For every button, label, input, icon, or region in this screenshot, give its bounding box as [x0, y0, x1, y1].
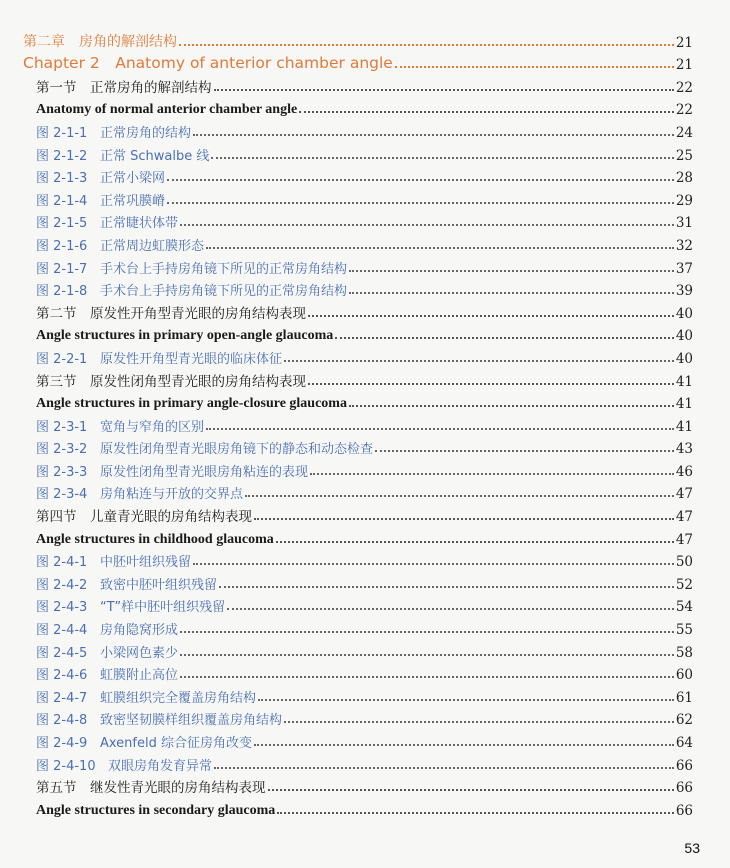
toc-figure[interactable] [0, 277, 730, 300]
entry-title: Angle structures in childhood glaucoma [36, 531, 274, 547]
entry-title: 第一节 正常房角的解剖结构 [36, 79, 212, 96]
dot-leader [299, 111, 674, 113]
toc-figure[interactable] [0, 593, 730, 616]
dot-leader [284, 360, 674, 362]
entry-page: 40 [675, 350, 693, 367]
figure-id: 图 2-1-1 [36, 125, 88, 141]
dot-leader [180, 654, 674, 656]
entry-title: 第五节 继发性青光眼的房角结构表现 [36, 780, 266, 797]
entry-page: 41 [675, 396, 693, 413]
entry-title: Angle structures in secondary glaucoma [36, 802, 276, 818]
toc-figure[interactable] [0, 728, 730, 751]
entry-title: 小梁网色素少 [100, 645, 179, 661]
entry-page: 41 [675, 418, 693, 435]
dot-leader [206, 428, 674, 430]
figure-id: 图 2-4-6 [36, 668, 88, 684]
toc-figure[interactable] [0, 209, 730, 232]
figure-id: 图 2-1-3 [36, 171, 88, 187]
dot-leader [349, 270, 674, 272]
toc-figure[interactable] [0, 548, 730, 571]
toc-figure[interactable] [0, 186, 730, 209]
dot-leader [308, 383, 674, 385]
entry-title: Angle structures in primary angle-closure glaucoma [36, 396, 347, 412]
entry-title: 正常巩膜嵴 [100, 193, 166, 209]
entry-title: 双眼房角发育异常 [108, 758, 213, 774]
entry-page: 54 [675, 599, 693, 616]
entry-page: 66 [675, 757, 693, 774]
toc-section-cn[interactable] [0, 299, 730, 322]
entry-title: 正常房角的结构 [100, 125, 192, 141]
toc-section-en[interactable] [0, 525, 730, 548]
figure-id: 图 2-4-2 [36, 577, 88, 593]
chapter-title-cn: 第二章 房角的解剖结构 [23, 33, 177, 50]
figure-id: 图 2-1-2 [36, 148, 88, 164]
figure-id: 图 2-1-5 [36, 216, 88, 232]
entry-title: Anatomy of normal anterior chamber angle [36, 102, 298, 118]
figure-id: 图 2-3-3 [36, 464, 88, 480]
dot-leader [277, 812, 674, 814]
figure-id: 图 2-4-4 [36, 623, 88, 639]
toc-figure[interactable] [0, 661, 730, 684]
entry-page: 22 [675, 79, 693, 96]
toc-figure[interactable] [0, 164, 730, 187]
figure-id: 图 2-4-3 [36, 600, 88, 616]
figure-id: 图 2-1-4 [36, 193, 88, 209]
entry-page: 40 [675, 328, 693, 345]
toc-figure[interactable] [0, 254, 730, 277]
dot-leader [211, 157, 673, 159]
dot-leader [180, 224, 674, 226]
figure-id: 图 2-4-10 [36, 758, 96, 774]
entry-page: 29 [675, 192, 693, 209]
toc-figure[interactable] [0, 344, 730, 367]
dot-leader [310, 473, 674, 475]
entry-title: 虹膜附止高位 [100, 668, 179, 684]
dot-leader [349, 292, 674, 294]
dot-leader [214, 89, 674, 91]
entry-title: 手术台上手持房角镜下所见的正常房角结构 [100, 261, 348, 277]
toc-section-cn[interactable] [0, 502, 730, 525]
entry-page: 47 [675, 531, 693, 548]
entry-page: 47 [675, 509, 693, 526]
entry-title: 正常周边虹膜形态 [100, 238, 205, 254]
entry-page: 41 [675, 373, 693, 390]
dot-leader [254, 744, 674, 746]
table-of-contents [0, 28, 730, 819]
entry-page: 60 [675, 667, 693, 684]
figure-id: 图 2-1-8 [36, 284, 88, 300]
entry-title: 原发性闭角型青光眼房角粘连的表现 [100, 464, 309, 480]
toc-figure[interactable] [0, 480, 730, 503]
toc-figure[interactable] [0, 706, 730, 729]
chapter-page-cn: 21 [675, 34, 693, 51]
dot-leader [349, 405, 674, 407]
entry-page: 66 [675, 780, 693, 797]
dot-leader [268, 789, 674, 791]
entry-page: 46 [675, 463, 693, 480]
dot-leader [179, 44, 674, 46]
figure-id: 图 2-1-7 [36, 261, 88, 277]
entry-title: Axenfeld 综合征房角改变 [100, 736, 252, 751]
toc-figure[interactable] [0, 435, 730, 458]
toc-section-en[interactable] [0, 322, 730, 345]
entry-page: 39 [675, 283, 693, 300]
entry-page: 28 [675, 170, 693, 187]
entry-title: 房角粘连与开放的交界点 [100, 487, 244, 503]
entry-title: 第四节 儿童青光眼的房角结构表现 [36, 509, 252, 526]
dot-leader [245, 495, 674, 497]
dot-leader [227, 608, 674, 610]
entry-page: 62 [675, 712, 693, 729]
dot-leader [180, 631, 674, 633]
toc-section-cn[interactable] [0, 367, 730, 390]
chapter-heading-en[interactable] [0, 51, 730, 74]
entry-title: 正常 Schwalbe 线 [100, 148, 210, 164]
entry-page: 25 [675, 147, 693, 164]
toc-figure[interactable] [0, 683, 730, 706]
toc-figure[interactable] [0, 118, 730, 141]
dot-leader [193, 134, 674, 136]
chapter-title-en: Chapter 2 Anatomy of anterior chamber angle [23, 54, 393, 73]
dot-leader [180, 676, 674, 678]
dot-leader [335, 337, 674, 339]
entry-title: 第三节 原发性闭角型青光眼的房角结构表现 [36, 373, 306, 390]
figure-id: 图 2-4-1 [36, 555, 88, 571]
entry-title: 手术台上手持房角镜下所见的正常房角结构 [100, 284, 348, 300]
toc-section-cn[interactable] [0, 73, 730, 96]
entry-title: 正常睫状体带 [100, 216, 179, 232]
toc-section-en[interactable] [0, 390, 730, 413]
toc-figure[interactable] [0, 615, 730, 638]
entry-page: 61 [675, 689, 693, 706]
dot-leader [167, 202, 674, 204]
entry-page: 58 [675, 644, 693, 661]
dot-leader [284, 721, 674, 723]
entry-page: 43 [675, 441, 693, 458]
entry-page: 40 [675, 305, 693, 322]
toc-section-en[interactable] [0, 796, 730, 819]
figure-id: 图 2-4-5 [36, 645, 88, 661]
page-number: 53 [684, 840, 700, 856]
figure-id: 图 2-3-1 [36, 419, 88, 435]
dot-leader [395, 66, 674, 68]
toc-figure[interactable] [0, 570, 730, 593]
dot-leader [375, 450, 674, 452]
dot-leader [219, 586, 674, 588]
entry-title: Angle structures in primary open-angle glaucoma [36, 328, 334, 344]
dot-leader [214, 767, 674, 769]
figure-id: 图 2-3-4 [36, 487, 88, 503]
entry-page: 50 [675, 554, 693, 571]
entry-page: 64 [675, 735, 693, 751]
entry-title: 第二节 原发性开角型青光眼的房角结构表现 [36, 305, 306, 322]
entry-title: 房角隐窝形成 [100, 623, 179, 639]
dot-leader [193, 563, 674, 565]
entry-page: 55 [675, 622, 693, 639]
entry-page: 47 [675, 486, 693, 503]
toc-figure[interactable] [0, 457, 730, 480]
entry-title: 宽角与窄角的区别 [100, 419, 205, 435]
entry-page: 24 [675, 124, 693, 141]
toc-entries [0, 73, 730, 819]
dot-leader [308, 315, 674, 317]
toc-figure[interactable] [0, 751, 730, 774]
toc-figure[interactable] [0, 231, 730, 254]
figure-id: 图 2-4-8 [36, 713, 88, 729]
entry-title: 原发性闭角型青光眼房角镜下的静态和动态检查 [100, 442, 374, 458]
entry-page: 66 [675, 802, 693, 819]
chapter-page-en: 21 [675, 57, 693, 74]
toc-figure[interactable] [0, 412, 730, 435]
dot-leader [206, 247, 674, 249]
entry-title: 致密中胚叶组织残留 [100, 577, 218, 593]
dot-leader [167, 179, 674, 181]
figure-id: 图 2-1-6 [36, 238, 88, 254]
toc-figure[interactable] [0, 141, 730, 164]
entry-page: 22 [675, 102, 693, 119]
entry-page: 31 [675, 215, 693, 232]
figure-id: 图 2-4-9 [36, 736, 88, 751]
toc-section-cn[interactable] [0, 774, 730, 797]
figure-id: 图 2-3-2 [36, 442, 88, 458]
toc-section-en[interactable] [0, 96, 730, 119]
entry-page: 52 [675, 576, 693, 593]
figure-id: 图 2-4-7 [36, 690, 88, 706]
entry-title: “T”样中胚叶组织残留 [100, 600, 226, 616]
entry-title: 中胚叶组织残留 [100, 555, 192, 571]
entry-title: 正常小梁网 [100, 171, 166, 187]
entry-page: 37 [675, 260, 693, 277]
chapter-heading-cn[interactable] [0, 28, 730, 51]
entry-title: 致密坚韧膜样组织覆盖房角结构 [100, 713, 283, 729]
toc-figure[interactable] [0, 638, 730, 661]
entry-title: 原发性开角型青光眼的临床体征 [100, 351, 283, 367]
entry-title: 虹膜组织完全覆盖房角结构 [100, 690, 257, 706]
entry-page: 32 [675, 237, 693, 254]
dot-leader [276, 541, 674, 543]
figure-id: 图 2-2-1 [36, 351, 88, 367]
dot-leader [254, 518, 674, 520]
dot-leader [258, 699, 674, 701]
